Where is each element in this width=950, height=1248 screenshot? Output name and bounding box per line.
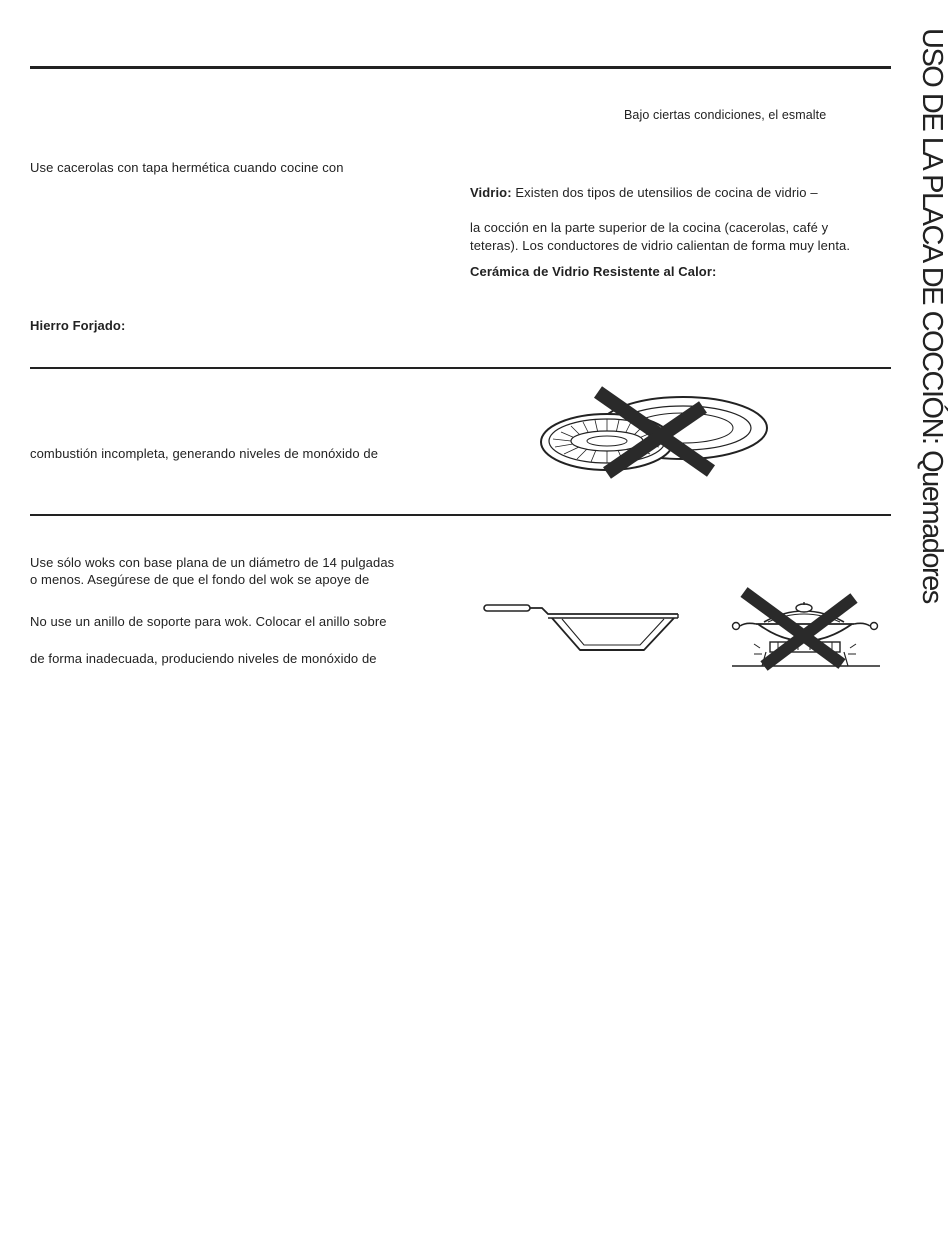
side-section-title: USO DE LA PLACA DE COCCIÓN: Quemadores: [916, 28, 948, 603]
wok-text-line-2: o menos. Asegúrese de que el fondo del wok se apoye de: [30, 572, 370, 587]
combustion-text: combustión incompleta, generando niveles de monóxido de: [30, 446, 379, 461]
glass-line-3: teteras). Los conductores de vidrio calientan de forma muy lenta.: [470, 238, 851, 253]
wok-support-ring-illustration: [726, 588, 886, 670]
ceramic-label: Cerámica de Vidrio Resistente al Calor:: [470, 264, 717, 279]
glass-label: Vidrio:: [470, 185, 512, 200]
glass-text: Existen dos tipos de utensilios de cocina de vidrio –: [515, 185, 818, 200]
wok-text-line-3: No use un anillo de soporte para wok. Colocar el anillo sobre: [30, 614, 387, 629]
top-divider: [30, 66, 891, 69]
section-divider-1: [30, 367, 891, 369]
section-divider-2: [30, 514, 891, 516]
glass-paragraph: [470, 184, 818, 202]
cast-iron-label: Hierro Forjado:: [30, 318, 126, 333]
wok-text-line-1: Use sólo woks con base plana de un diámetro de 14 pulgadas: [30, 555, 395, 570]
enamel-text: Bajo ciertas condiciones, el esmalte: [624, 108, 827, 122]
glass-line-2: la cocción en la parte superior de la cocina (cacerolas, café y: [470, 220, 829, 235]
flat-bottom-wok-illustration: [482, 598, 682, 656]
lids-text: Use cacerolas con tapa hermética cuando cocine con: [30, 160, 344, 175]
stove-top-grill-illustration: [535, 385, 775, 480]
wok-text-line-4: de forma inadecuada, produciendo niveles de monóxido de: [30, 651, 377, 666]
